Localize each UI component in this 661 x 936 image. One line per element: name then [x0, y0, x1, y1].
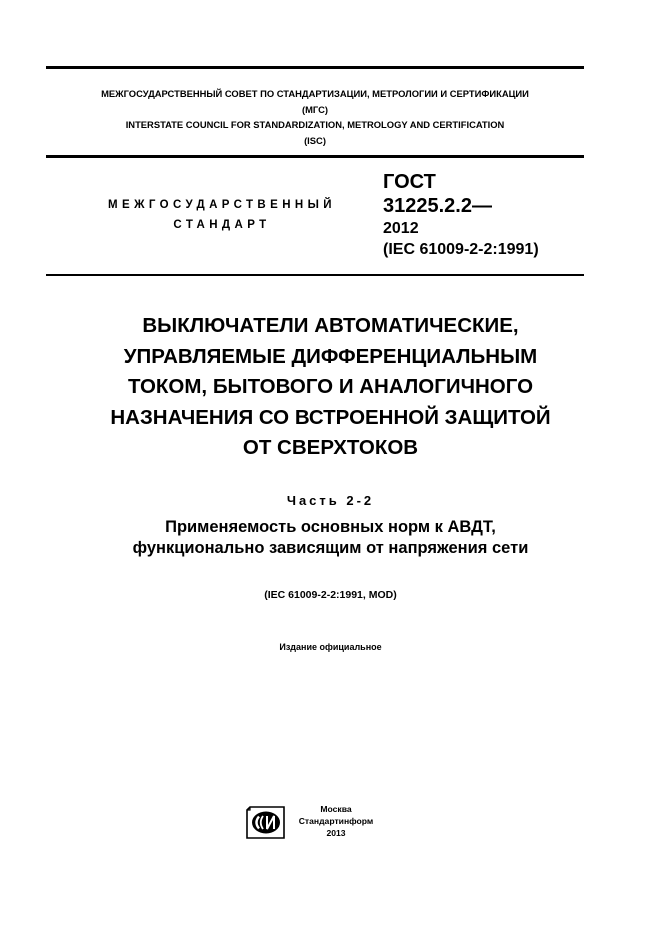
iec-modification: (IEC 61009-2-2:1991, MOD) [264, 589, 397, 601]
part-number: Часть 2-2 [286, 493, 375, 508]
standard-kind-line2: СТАНДАРТ [173, 219, 271, 231]
title-line: УПРАВЛЯЕМЫЕ ДИФФЕРЕНЦИАЛЬНЫМ [123, 344, 538, 368]
standartinform-logo-icon [246, 806, 286, 839]
council-abbr-en: (ISC) [304, 134, 326, 146]
council-header [46, 86, 584, 148]
top-rule [46, 66, 584, 69]
council-name-ru: МЕЖГОСУДАРСТВЕННЫЙ СОВЕТ ПО СТАНДАРТИЗАЦИИ, МЕТРОЛОГИИ И СЕРТИФИКАЦИИ [101, 88, 529, 99]
publisher-city: Москва [320, 804, 352, 814]
document-subtitle [30, 517, 631, 559]
subtitle-line: Применяемость основных норм к АВДТ, [165, 518, 496, 536]
header-bottom-rule [46, 155, 584, 158]
standard-bottom-rule [46, 274, 584, 276]
gost-designation [383, 172, 539, 258]
publisher-info [286, 804, 386, 839]
gost-iec-ref: (IEC 61009-2-2:1991) [383, 241, 539, 258]
publisher-year: 2013 [326, 827, 346, 838]
official-edition: Издание официальное [279, 642, 382, 652]
council-abbr-ru: (МГС) [301, 103, 328, 115]
standard-kind-line1: МЕЖГОСУДАРСТВЕННЫЙ [108, 199, 336, 211]
gost-year: 2012 [383, 220, 419, 237]
document-title [30, 311, 631, 464]
title-line: ОТ СВЕРХТОКОВ [242, 436, 419, 459]
standard-kind [62, 195, 382, 235]
title-line: НАЗНАЧЕНИЯ СО ВСТРОЕННОЙ ЗАЩИТОЙ [110, 405, 551, 429]
gost-label: ГОСТ [383, 171, 436, 193]
gost-number: 31225.2.2— [383, 195, 492, 217]
title-line: ВЫКЛЮЧАТЕЛИ АВТОМАТИЧЕСКИЕ, [142, 314, 519, 337]
title-line: ТОКОМ, БЫТОВОГО И АНАЛОГИЧНОГО [127, 375, 534, 398]
publisher-name: Стандартинформ [298, 815, 374, 826]
subtitle-line: функционально зависящим от напряжения сети [132, 539, 529, 557]
council-name-en: INTERSTATE COUNCIL FOR STANDARDIZATION, METROLOGY AND CERTIFICATION [125, 119, 505, 130]
